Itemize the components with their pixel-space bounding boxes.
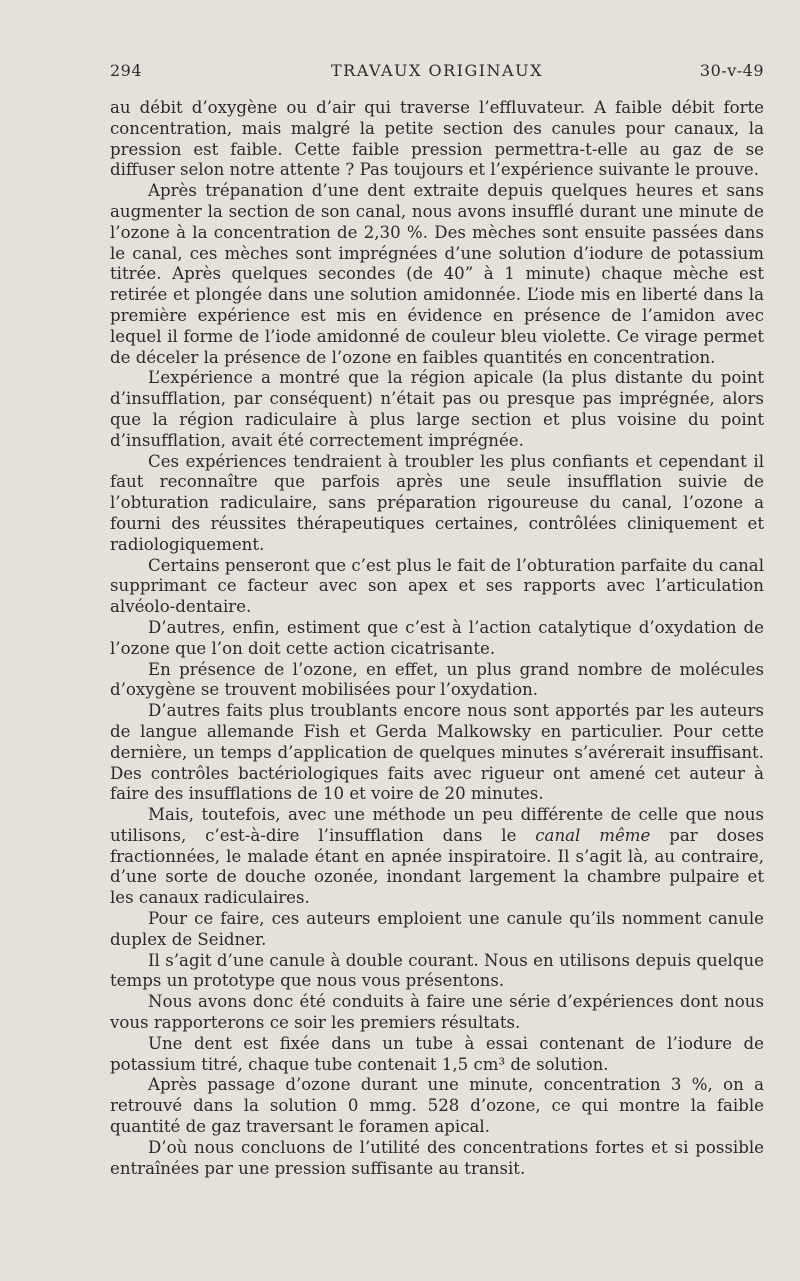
paragraph: Mais, toutefois, avec une méthode un peu différente de celle que nous utilisons, c’est-à-dire l’insufflation dans le canal même par doses fractionnées, le malade étant en apnée inspiratoire. Il s’agit là, au contraire, d’une sorte de douche ozonée, inondant largement la chambre pulpaire et les canaux radiculaires. (110, 805, 764, 908)
body-text (110, 98, 764, 1179)
paragraph: D’où nous concluons de l’utilité des concentrations fortes et si possible entraînées par une pression suffisante au transit. (110, 1137, 764, 1178)
paragraph: D’autres, enfin, estiment que c’est à l’action catalytique d’oxydation de l’ozone que l’on doit cette action cicatrisante. (110, 617, 764, 658)
paragraph: Il s’agit d’une canule à double courant. Nous en utilisons depuis quelque temps un prototype que nous vous présentons. (110, 950, 764, 991)
paragraph: En présence de l’ozone, en effet, un plus grand nombre de molécules d’oxygène se trouvent mobilisées pour l’oxydation. (110, 659, 764, 700)
paragraph: Après passage d’ozone durant une minute, concentration 3 %, on a retrouvé dans la solution 0 mmg. 528 d’ozone, ce qui montre la faible quantité de gaz traversant le foramen apical. (110, 1075, 764, 1137)
running-header (110, 61, 764, 83)
paragraph: L’expérience a montré que la région apicale (la plus distante du point d’insufflation, par conséquent) n’était pas ou presque pas imprégnée, alors que la région radiculaire à plus large section et plus voisine du point d’insufflation, avait été correctement imprégnée. (110, 368, 764, 450)
paragraph: Nous avons donc été conduits à faire une série d’expériences dont nous vous rapporterons ce soir les premiers résultats. (110, 992, 764, 1033)
paragraph: Ces expériences tendraient à troubler les plus confiants et cependant il faut reconnaître que parfois après une seule insufflation suivie de l’obturation radiculaire, sans préparation rigoureuse du canal, l’ozone a fourni des réussites thérapeutiques certaines, contrôlées cliniquement et radiologiquement. (110, 451, 764, 554)
issue-date: 30-v-49 (699, 61, 764, 80)
emphasis: canal même (535, 825, 651, 845)
paragraph: Certains penseront que c’est plus le fait de l’obturation parfaite du canal supprimant ce facteur avec son apex et ses rapports avec l’articulation alvéolo-dentaire. (110, 555, 764, 617)
paragraph: Après trépanation d’une dent extraite depuis quelques heures et sans augmenter la section de son canal, nous avons insufflé durant une minute de l’ozone à la concentration de 2,30 %. Des mèches sont ensuite passées dans le canal, ces mèches sont imprégnées d’une solution d’iodure de potassium titrée. Après quelques secondes (de 40” à 1 minute) chaque mèche est retirée et plongée dans une solution amidonnée. L’iode mis en liberté dans la première expérience est mis en évidence en présence de l’amidon avec lequel il forme de l’iode amidonné de couleur bleu violette. Ce virage permet de déceler la présence de l’ozone en faibles quantités en concentration. (110, 181, 764, 367)
paragraph: au débit d’oxygène ou d’air qui traverse l’effluvateur. A faible débit forte concentration, mais malgré la petite section des canules pour canaux, la pression est faible. Cette faible pression permettra-t-elle au gaz de se diffuser selon notre attente ? Pas toujours et l’expérience suivante le prouve. (110, 98, 764, 180)
journal-section-title: TRAVAUX ORIGINAUX (331, 61, 543, 80)
paragraph: D’autres faits plus troublants encore nous sont apportés par les auteurs de langue allemande Fish et Gerda Malkowsky en particulier. Pour cette dernière, un temps d’application de quelques minutes s’avérerait insuffisant. Des contrôles bactériologiques faits avec rigueur ont amené cet auteur à faire des insufflations de 10 et voire de 20 minutes. (110, 701, 764, 804)
paragraph: Une dent est fixée dans un tube à essai contenant de l’iodure de potassium titré, chaque tube contenait 1,5 cm³ de solution. (110, 1033, 764, 1074)
page-number: 294 (110, 61, 143, 80)
paragraph: Pour ce faire, ces auteurs emploient une canule qu’ils nomment canule duplex de Seidner. (110, 909, 764, 949)
